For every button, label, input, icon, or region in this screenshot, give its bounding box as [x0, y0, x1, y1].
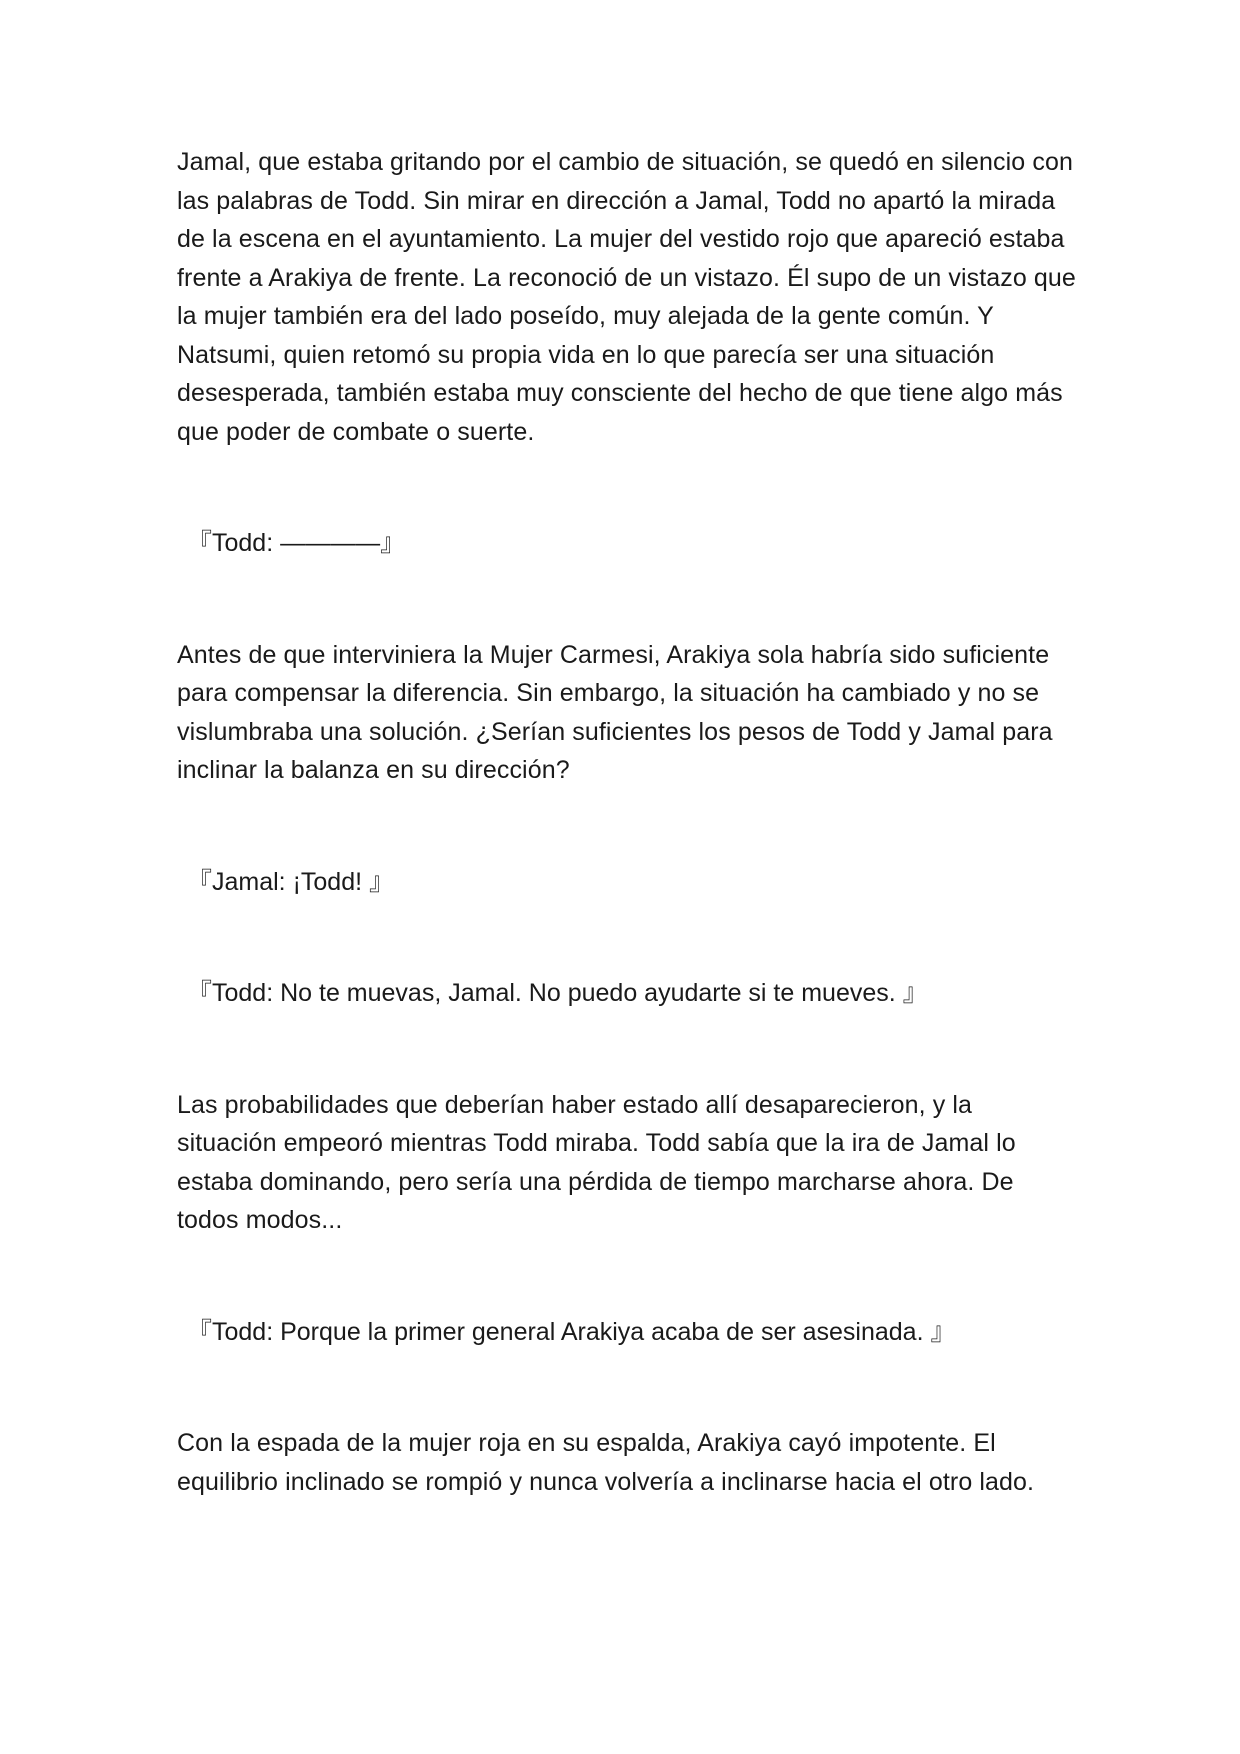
narrative-paragraph: Con la espada de la mujer roja en su espalda, Arakiya cayó impotente. El equilibrio inclinado se rompió y nunca volvería a inclinarse hacia el otro lado.: [177, 1429, 1035, 1496]
narrative-paragraph: Antes de que interviniera la Mujer Carmesi, Arakiya sola habría sido suficiente para compensar la diferencia. Sin embargo, la situación ha cambiado y no se vislumbraba una solución. ¿Serían suficientes los pesos de Todd y Jamal para inclinar la balanza en su dirección?: [177, 640, 1053, 784]
document-body: [177, 143, 1077, 1501]
narrative-paragraph: Las probabilidades que deberían haber estado allí desaparecieron, y la situación empeoró mientras Todd miraba. Todd sabía que la ira de Jamal lo estaba dominando, pero sería una pérdida de tiempo marcharse ahora. De todos modos...: [177, 1090, 1016, 1234]
dialogue-line: 『Todd: ————』: [187, 529, 406, 557]
dialogue-line: 『Todd: Porque la primer general Arakiya acaba de ser asesinada. 』: [187, 1317, 956, 1346]
narrative-paragraph: Jamal, que estaba gritando por el cambio de situación, se quedó en silencio con las palabras de Todd. Sin mirar en dirección a Jamal, Todd no apartó la mirada de la escena en el ayuntamiento. La mujer del vestido rojo que apareció estaba frente a Arakiya de frente. La reconoció de un vistazo. Él supo de un vistazo que la mujer también era del lado poseído, muy alejada de la gente común. Y Natsumi, quien retomó su propia vida en lo que parecía ser una situación desesperada, también estaba muy consciente del hecho de que tiene algo más que poder de combate o suerte.: [177, 148, 1076, 446]
dialogue-line: 『Jamal: ¡Todd! 』: [187, 867, 395, 896]
dialogue-line: 『Todd: No te muevas, Jamal. No puedo ayudarte si te mueves. 』: [187, 979, 928, 1007]
